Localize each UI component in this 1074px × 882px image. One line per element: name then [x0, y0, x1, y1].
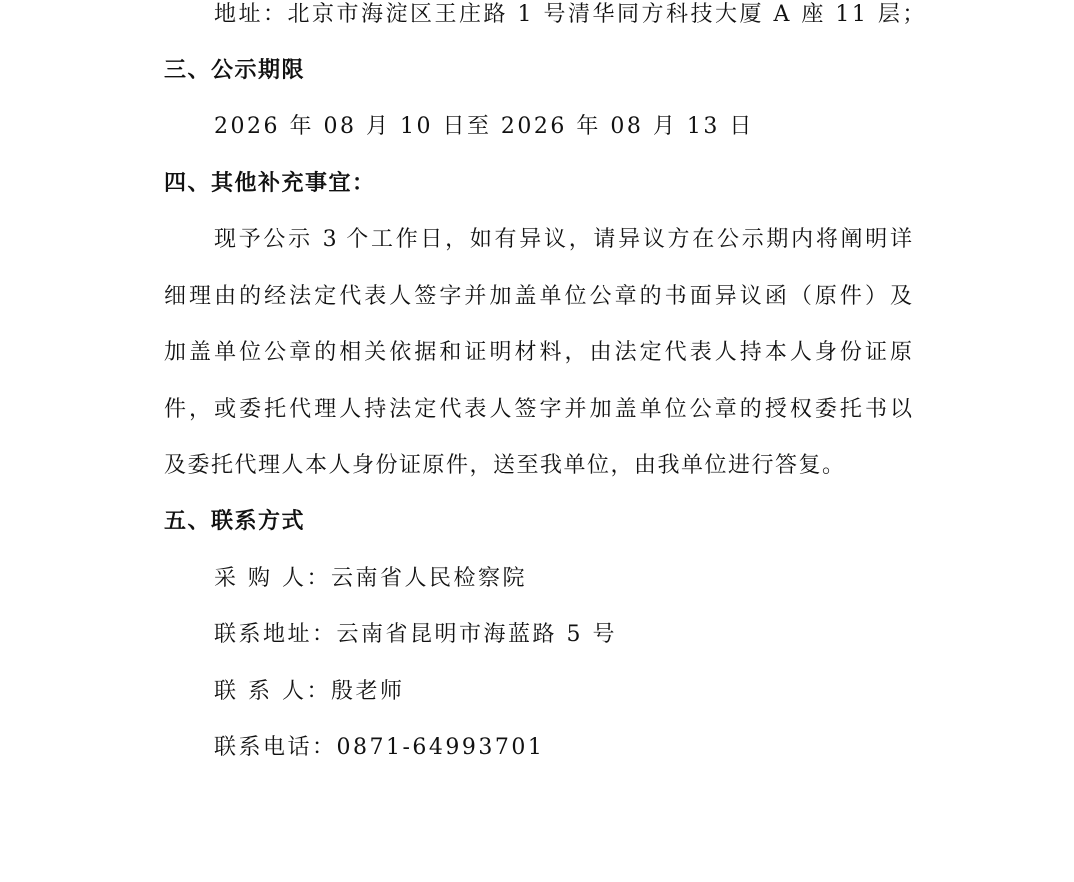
section-heading-other-matters: 四、其他补充事宜： — [164, 171, 376, 196]
contact-address: 联系地址：云南省昆明市海蓝路 5 号 — [214, 622, 617, 647]
publicity-period-text: 2026 年 08 月 10 日至 2026 年 08 月 13 日 — [214, 114, 754, 139]
section-heading-contact: 五、联系方式 — [164, 509, 306, 534]
contact-person: 联 系 人：殷老师 — [214, 679, 405, 704]
paragraph-line-4: 件，或委托代理人持法定代表人签字并加盖单位公章的授权委托书以 — [164, 397, 912, 422]
paragraph-line-3: 加盖单位公章的相关依据和证明材料，由法定代表人持本人身份证原 — [164, 340, 912, 365]
section-heading-publicity-period: 三、公示期限 — [164, 58, 306, 83]
paragraph-line-1: 现予公示 3 个工作日，如有异议，请异议方在公示期内将阐明详 — [214, 227, 912, 252]
contact-purchaser: 采 购 人：云南省人民检察院 — [214, 566, 527, 591]
supplier-address-line: 地址：北京市海淀区王庄路 1 号清华同方科技大厦 A 座 11 层； — [214, 2, 927, 27]
paragraph-line-2: 细理由的经法定代表人签字并加盖单位公章的书面异议函（原件）及 — [164, 284, 912, 309]
paragraph-line-5: 及委托代理人本人身份证原件，送至我单位，由我单位进行答复。 — [164, 453, 846, 478]
contact-phone: 联系电话：0871-64993701 — [214, 735, 545, 760]
